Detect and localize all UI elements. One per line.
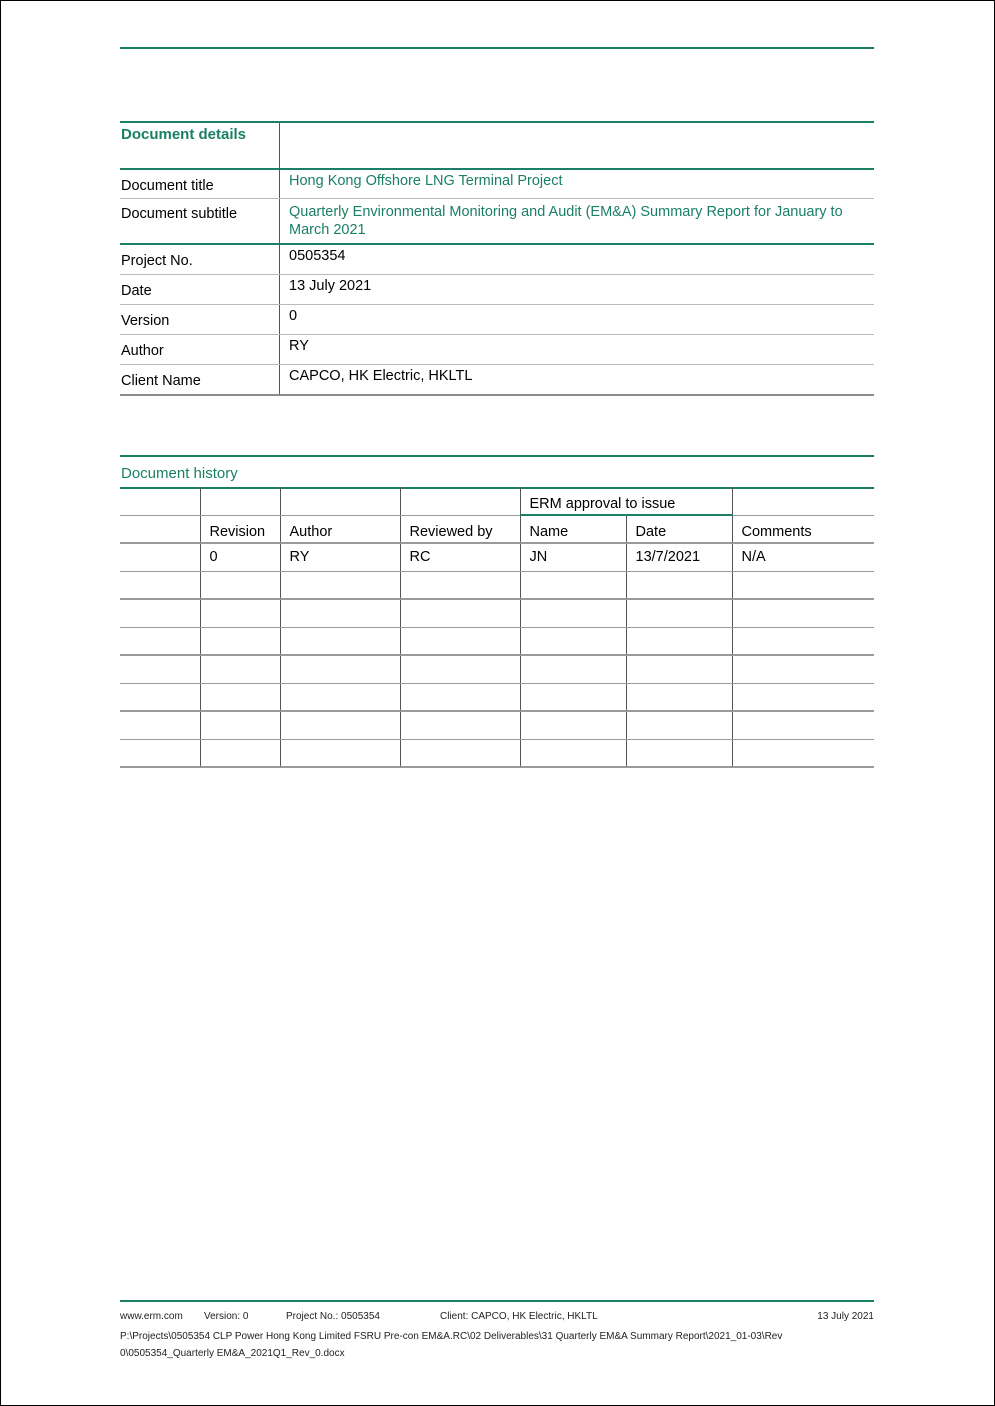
value-date: 13 July 2021 (289, 278, 372, 294)
details-row-title (120, 170, 874, 199)
label-version: Version (120, 305, 280, 334)
value-document-subtitle: Quarterly Environmental Monitoring and Audit (EM&A) Summary Report for January to March 2021 (289, 204, 843, 238)
column-header-reviewed-by: Reviewed by (400, 515, 520, 543)
label-document-title: Document title (120, 170, 280, 198)
value-document-title: Hong Kong Offshore LNG Terminal Project (289, 173, 563, 189)
column-header-comments: Comments (732, 515, 874, 543)
history-column-header-row (120, 515, 874, 543)
column-header-blank (120, 515, 200, 543)
page-footer (120, 1311, 874, 1362)
value-client-name: CAPCO, HK Electric, HKLTL (289, 368, 473, 384)
label-document-subtitle: Document subtitle (120, 199, 280, 243)
cell-author: RY (280, 543, 400, 571)
erm-approval-header: ERM approval to issue (520, 487, 732, 515)
label-date: Date (120, 275, 280, 304)
column-header-date: Date (626, 515, 732, 543)
footer-rule (120, 1300, 874, 1302)
footer-file-path-line2: 0\0505354_Quarterly EM&A_2021Q1_Rev_0.docx (120, 1348, 345, 1359)
cell-name: JN (520, 543, 626, 571)
footer-file-path-line1: P:\Projects\0505354 CLP Power Hong Kong Limited FSRU Pre-con EM&A.RC\02 Deliverables\31 Quarterly EM&A Summary Report\2021_01-03\Rev (120, 1331, 783, 1342)
details-row-date (120, 275, 874, 305)
value-author: RY (289, 338, 309, 354)
cell-blank (120, 543, 200, 571)
label-project-no: Project No. (120, 245, 280, 274)
header-rule (120, 47, 874, 49)
details-heading-row (120, 123, 874, 170)
table-row-empty (120, 571, 874, 599)
value-project-no: 0505354 (289, 248, 346, 264)
cell-reviewed-by: RC (400, 543, 520, 571)
details-row-version (120, 305, 874, 335)
column-header-name: Name (520, 515, 626, 543)
history-group-header-row (120, 487, 874, 515)
cell-comments: N/A (732, 543, 874, 571)
column-header-author: Author (280, 515, 400, 543)
footer-version: Version: 0 (204, 1311, 249, 1322)
details-row-subtitle (120, 199, 874, 245)
document-details-table (120, 121, 874, 396)
label-author: Author (120, 335, 280, 364)
table-row (120, 543, 874, 571)
footer-date: 13 July 2021 (817, 1311, 874, 1322)
details-row-project (120, 245, 874, 275)
document-history-table (120, 487, 874, 768)
table-row-empty (120, 739, 874, 767)
value-version: 0 (289, 308, 298, 324)
footer-info-row (120, 1311, 874, 1328)
history-heading-bar (120, 455, 874, 489)
footer-project: Project No.: 0505354 (286, 1311, 380, 1322)
details-row-author (120, 335, 874, 365)
label-client-name: Client Name (120, 365, 280, 394)
table-row-empty (120, 683, 874, 711)
details-row-client (120, 365, 874, 396)
history-heading: Document history (121, 465, 238, 482)
table-row-empty (120, 599, 874, 627)
table-row-empty (120, 711, 874, 739)
table-row-empty (120, 655, 874, 683)
column-header-revision: Revision (200, 515, 280, 543)
table-row-empty (120, 627, 874, 655)
cell-date: 13/7/2021 (626, 543, 732, 571)
footer-website: www.erm.com (120, 1311, 183, 1322)
footer-client: Client: CAPCO, HK Electric, HKLTL (440, 1311, 598, 1322)
details-heading: Document details (120, 123, 280, 168)
cell-revision: 0 (200, 543, 280, 571)
